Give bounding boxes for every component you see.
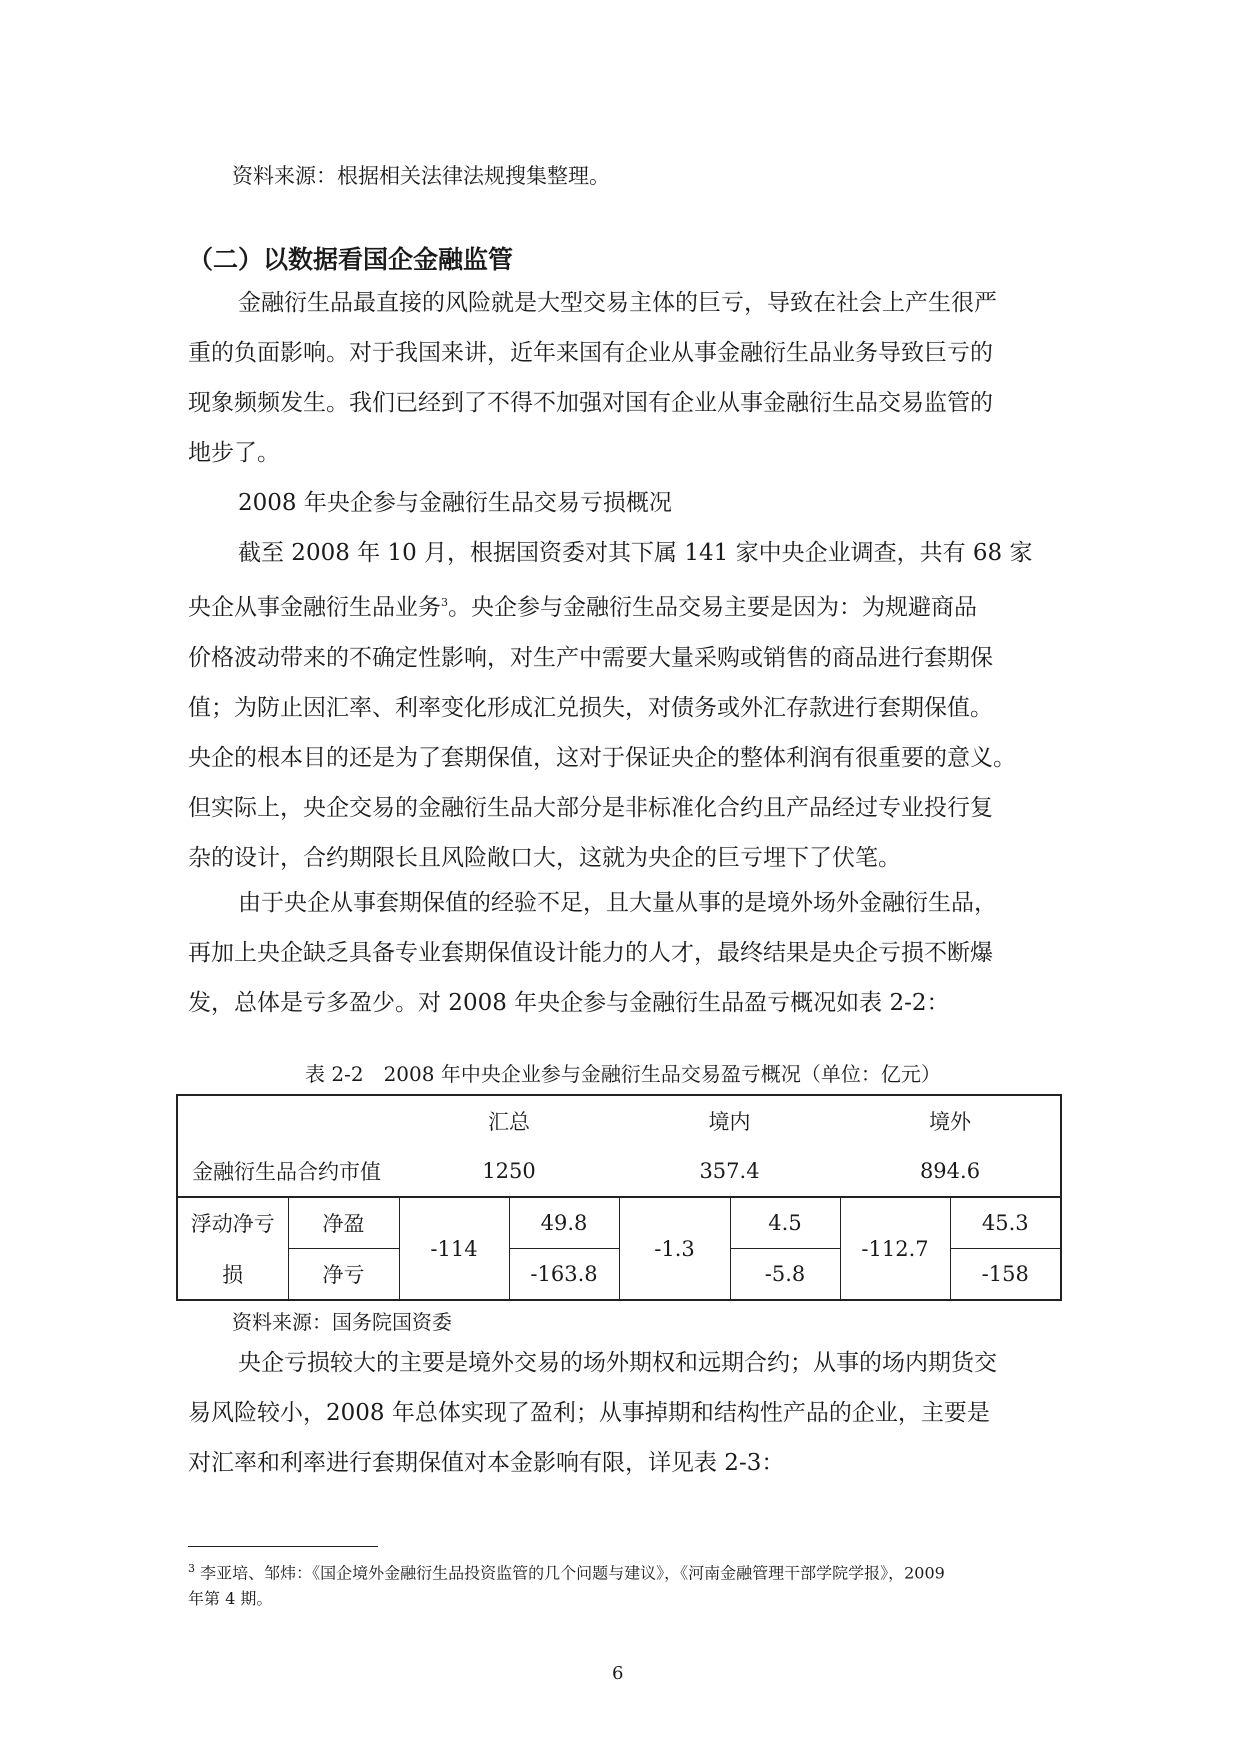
subtitle-line: 2008 年央企参与金融衍生品交易亏损概况: [238, 490, 672, 516]
line-text: 央企从事金融衍生品业务: [188, 594, 441, 621]
footnote-text: 李亚培、邹炜：《国企境外金融衍生品投资监管的几个问题与建议》，《河南金融管理干部学院学报》，2009: [200, 1563, 945, 1583]
table-header-cell: 汇总: [399, 1095, 619, 1146]
page-number: 6: [612, 1663, 624, 1684]
row-label: 金融衍生品合约市值: [177, 1146, 399, 1197]
table-cell: 49.8: [509, 1197, 619, 1249]
table-cell: -158: [950, 1249, 1061, 1301]
footnote-line: [188, 1556, 1058, 1586]
table-header-row: [177, 1095, 1061, 1146]
paragraph-line: 央企亏损较大的主要是境外交易的场外期权和远期合约；从事的场内期货交: [238, 1350, 997, 1376]
paragraph-line: 但实际上，央企交易的金融衍生品大部分是非标准化合约且产品经过专业投行复: [188, 794, 993, 821]
paragraph-line: 由于央企从事套期保值的经验不足，且大量从事的是境外场外金融衍生品，: [238, 890, 997, 916]
paragraph-line: 金融衍生品最直接的风险就是大型交易主体的巨亏，导致在社会上产生很严: [238, 290, 997, 316]
profit-loss-table: [176, 1094, 1062, 1301]
table-row: [177, 1146, 1061, 1197]
footnote-divider: [188, 1546, 378, 1547]
source-note-table: 资料来源：国务院国资委: [232, 1310, 452, 1334]
paragraph-losses: [188, 878, 1058, 1028]
paragraph-line: 重的负面影响。对于我国来讲，近年来国有企业从事金融衍生品业务导致巨亏的: [188, 340, 993, 366]
source-note-top: 资料来源：根据相关法律法规搜集整理。: [232, 164, 610, 188]
table-header-cell: 境内: [619, 1095, 840, 1146]
table-cell: 4.5: [730, 1197, 840, 1249]
paragraph-line: 杂的设计，合约期限长且风险敞口大，这就为央企的巨亏埋下了伏笔。: [188, 844, 901, 871]
table-row: [177, 1197, 1061, 1249]
paragraph-line: 对汇率和利率进行套期保值对本金影响有限，详见表 2-3：: [188, 1450, 785, 1476]
table-cell: 357.4: [699, 1159, 760, 1183]
table-cell: -112.7: [840, 1197, 950, 1300]
row-label: 损: [177, 1249, 288, 1301]
paragraph-line: [188, 578, 1058, 633]
footnote: [188, 1556, 1058, 1612]
table-cell: 45.3: [950, 1197, 1061, 1249]
paragraph-line: 发，总体是亏多盈少。对 2008 年央企参与金融衍生品盈亏概况如表 2-2：: [188, 990, 950, 1016]
table-cell: 894.6: [840, 1146, 1061, 1197]
footnote-line: 年第 4 期。: [188, 1589, 273, 1609]
row-label: 浮动净亏: [177, 1197, 288, 1249]
line-text: 。央企参与金融衍生品交易主要是因为：为规避商品: [448, 594, 977, 621]
paragraph-line: 截至 2008 年 10 月，根据国资委对其下属 141 家中央企业调查，共有 68 家: [238, 540, 1033, 566]
row-sublabel: 净盈: [288, 1197, 399, 1249]
paragraph-line: 地步了。: [188, 440, 280, 466]
table-cell: 1250: [482, 1159, 536, 1183]
paragraph-line: 现象频频发生。我们已经到了不得不加强对国有企业从事金融衍生品交易监管的: [188, 390, 993, 416]
table-header-cell: 境外: [840, 1095, 1061, 1146]
table-cell: -114: [399, 1197, 509, 1300]
table-caption: 表 2-2 2008 年中央企业参与金融衍生品交易盈亏概况（单位：亿元）: [305, 1062, 941, 1086]
footnote-marker: 3: [188, 1562, 195, 1575]
paragraph-conclusion: [188, 1338, 1058, 1488]
paragraph-survey: [188, 528, 1058, 883]
paragraph-line: 易风险较小，2008 年总体实现了盈利；从事掉期和结构性产品的企业，主要是: [188, 1400, 990, 1426]
paragraph-intro: [188, 278, 1058, 478]
paragraph-subtitle: [188, 478, 1058, 528]
paragraph-line: 再加上央企缺乏具备专业套期保值设计能力的人才，最终结果是央企亏损不断爆: [188, 940, 993, 966]
section-heading: （二）以数据看国企金融监管: [188, 245, 514, 274]
table-cell: -163.8: [509, 1249, 619, 1301]
paragraph-line: 央企的根本目的还是为了套期保值，这对于保证央企的整体利润有很重要的意义。: [188, 744, 1016, 771]
paragraph-line: 价格波动带来的不确定性影响，对生产中需要大量采购或销售的商品进行套期保: [188, 644, 993, 671]
table-cell: -1.3: [619, 1197, 730, 1300]
paragraph-line: 值；为防止因汇率、利率变化形成汇兑损失，对债务或外汇存款进行套期保值。: [188, 694, 993, 721]
row-sublabel: 净亏: [288, 1249, 399, 1301]
footnote-marker: 3: [441, 596, 448, 609]
table-corner-cell: [177, 1095, 399, 1146]
table-cell: -5.8: [730, 1249, 840, 1301]
